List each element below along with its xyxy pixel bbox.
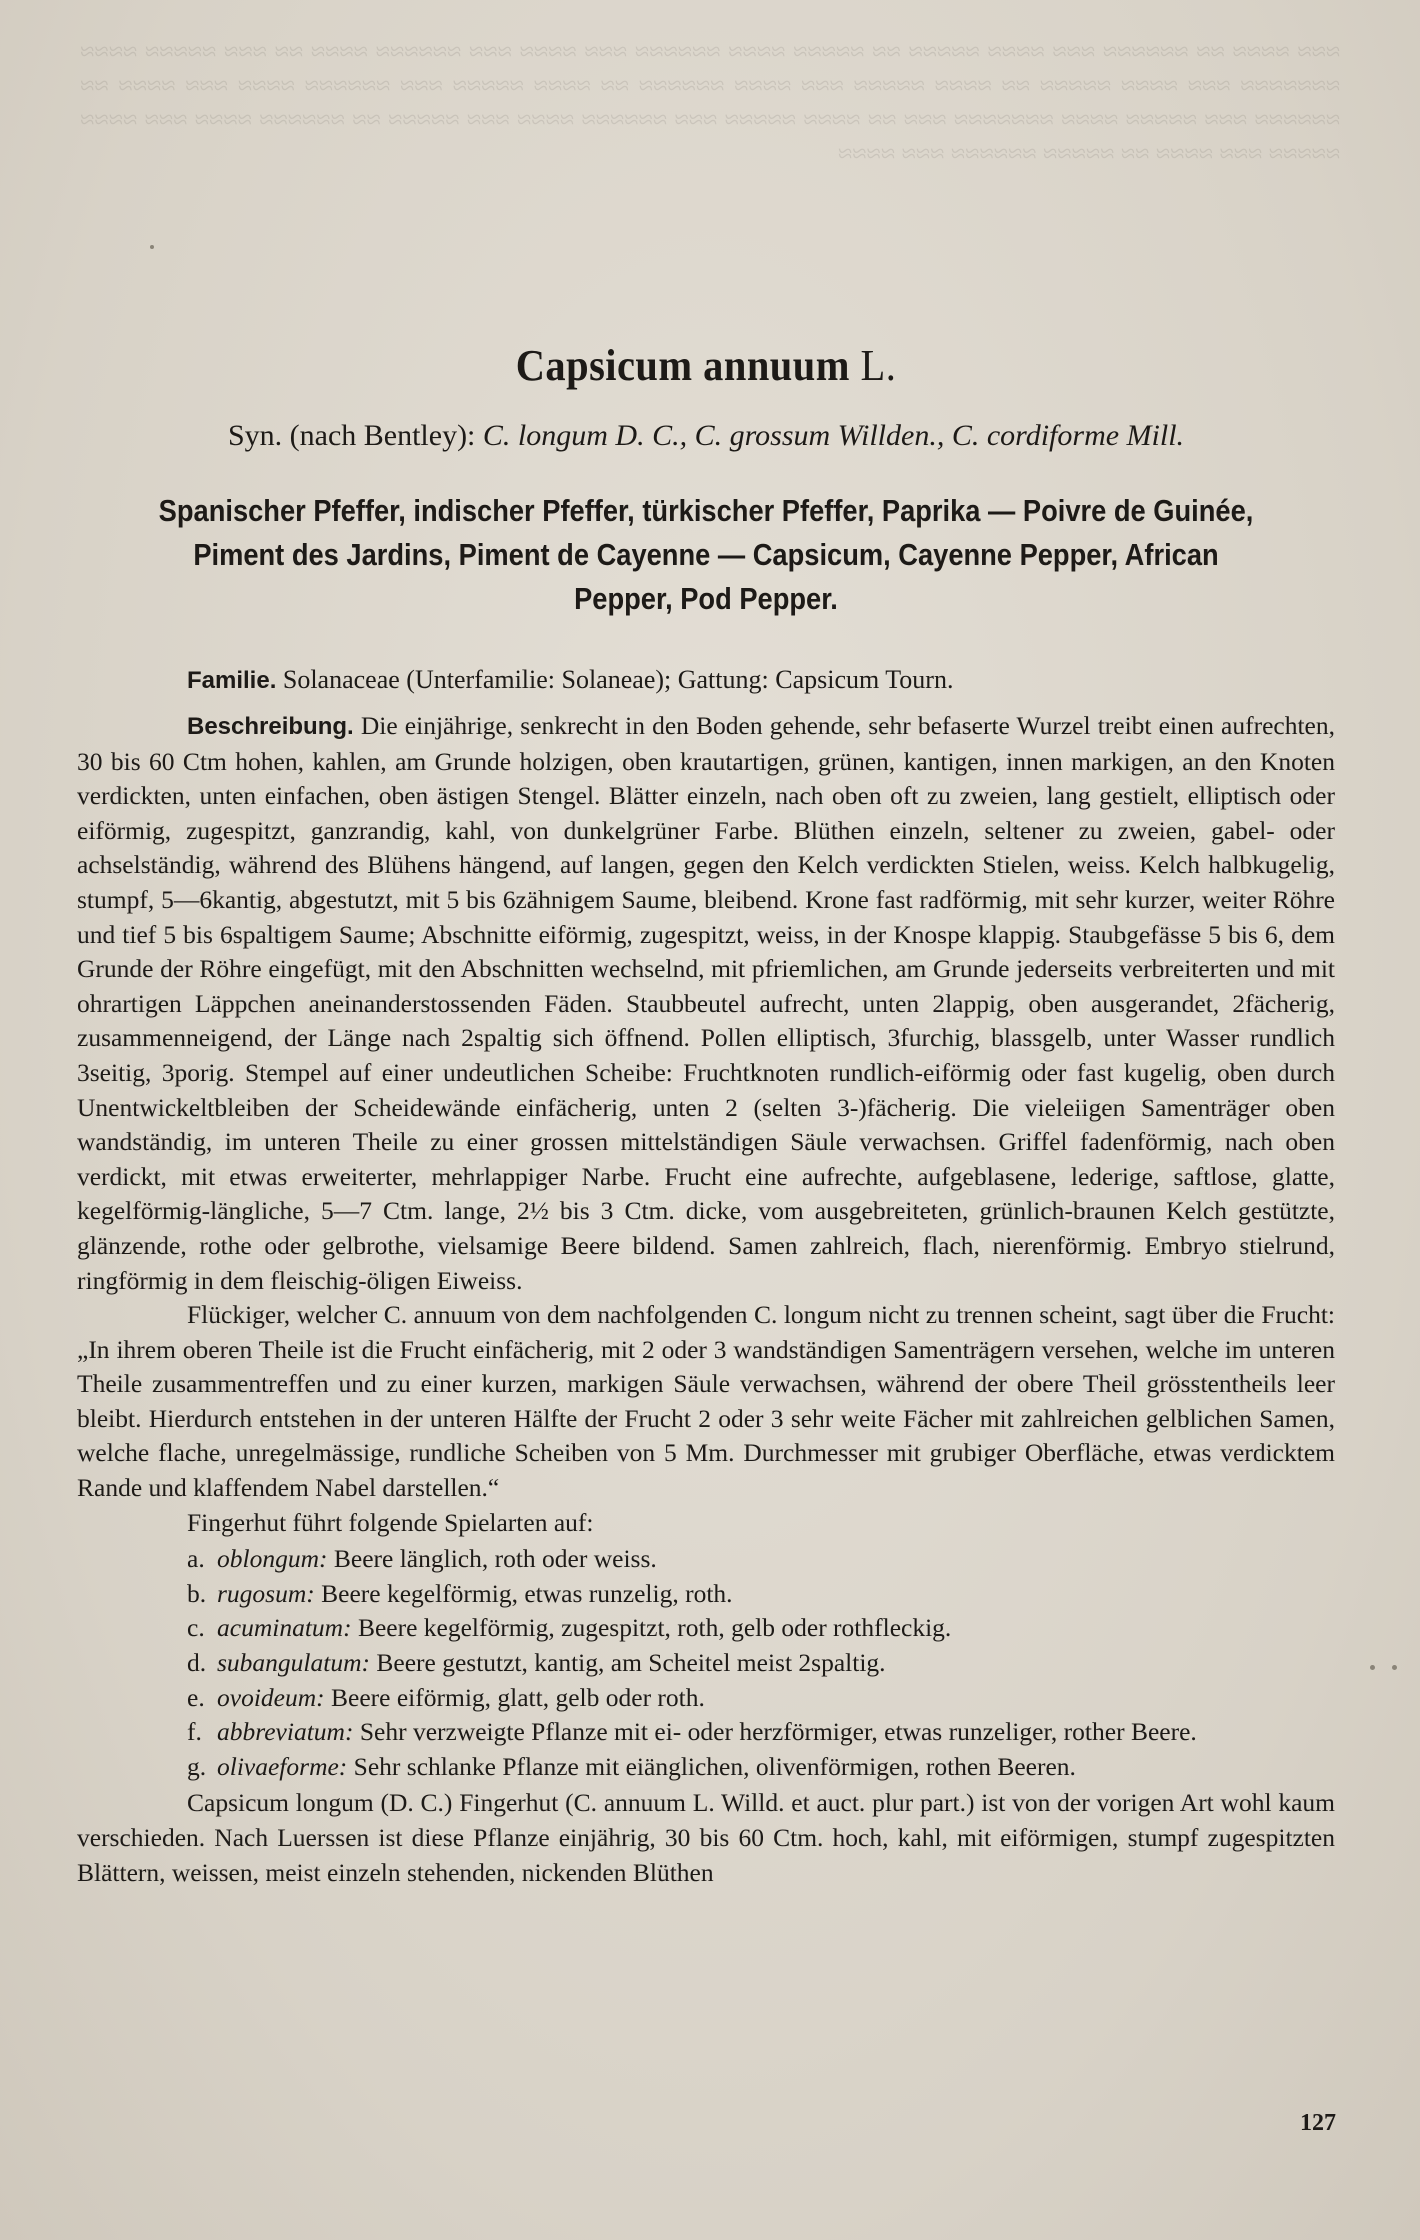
varieties-list [77, 1542, 1335, 1784]
variety-description: Beere kegelförmig, zugespitzt, roth, gelb oder rothfleckig. [357, 1613, 952, 1643]
variety-name: abbreviatum: [217, 1717, 354, 1747]
familie-text: Solanaceae (Unterfamilie: Solaneae); Gattung: Capsicum Tourn. [282, 665, 954, 694]
variety-item [187, 1646, 1335, 1681]
synonyms-text: C. longum D. C., C. grossum Willden., C. cordiforme Mill. [482, 419, 1185, 452]
title-species: Capsicum annuum [515, 341, 850, 390]
flueckiger-paragraph: Flückiger, welcher C. annuum von dem nachfolgenden C. longum nicht zu trennen scheint, sagt über die Frucht: „In ihrem oberen Theile ist die Frucht einfächerig, mit 2 oder 3 wandständigen Samenträgern versehen, welche im unteren Theile zusammentreffen und zu einer kurzen, markigen Säule verwachsen, während der obere Theil grösstentheils leer bleibt. Hierdurch entstehen in der unteren Hälfte der Frucht 2 oder 3 sehr weite Fächer mit zahlreichen gelblichen Samen, welche flache, unregelmässige, rundliche Scheiben von 5 Mm. Durchmesser mit grubiger Oberfläche, etwas verdicktem Rande und klaffendem Nabel darstellen.“ [77, 1300, 1335, 1503]
show-through-text [80, 35, 1340, 235]
variety-name: subangulatum: [217, 1648, 370, 1678]
scan-speck [1370, 1665, 1375, 1670]
variety-description: Beere kegelförmig, etwas runzelig, roth. [321, 1578, 733, 1608]
synonyms-line [77, 419, 1335, 453]
familie-label: Familie. [187, 667, 277, 694]
variety-name: olivaeforme: [217, 1751, 348, 1781]
variety-letter: e. [187, 1682, 205, 1712]
familie-line [77, 665, 1335, 695]
variety-description: Sehr schlanke Pflanze mit eiänglichen, olivenförmigen, rothen Beeren. [353, 1751, 1076, 1781]
scan-speck [1392, 1665, 1397, 1670]
variety-name: ovoideum: [217, 1682, 325, 1712]
synonyms-label: Syn. (nach Bentley): [227, 419, 476, 452]
variety-letter: b. [187, 1578, 207, 1608]
variety-item [187, 1611, 1335, 1646]
beschreibung-label: Beschreibung. [187, 713, 354, 740]
variety-letter: f. [187, 1717, 202, 1747]
varieties-intro: Fingerhut führt folgende Spielarten auf: [187, 1507, 594, 1537]
page-number: 127 [1300, 2110, 1336, 2136]
beschreibung-paragraph [77, 709, 1335, 1298]
variety-letter: g. [187, 1751, 207, 1781]
variety-description: Beere länglich, roth oder weiss. [333, 1544, 657, 1574]
beschreibung-text: Die einjährige, senkrecht in den Boden gehende, sehr befaserte Wurzel treibt einen aufrechten, 30 bis 60 Ctm hohen, kahlen, am Grunde holzigen, oben krautartigen, grünen, kantigen, innen markigen, an den Knoten verdickten, unten einfachen, oben ästigen Stengel. Blätter einzeln, nach oben oft zu zweien, lang gestielt, elliptisch oder eiförmig, zugespitzt, ganzrandig, kahl, von dunkelgrüner Farbe. Blüthen einzeln, seltener zu zweien, gabel- oder achselständig, während des Blühens hängend, auf langen, gegen den Kelch verdickten Stielen, weiss. Kelch halbkugelig, stumpf, 5—6kantig, abgestutzt, mit 5 bis 6zähnigem Saume, bleibend. Krone fast radförmig, mit sehr kurzer, weiter Röhre und tief 5 bis 6spaltigem Saume; Abschnitte eiförmig, zugespitzt, weiss, in der Knospe klappig. Staubgefässe 5 bis 6, dem Grunde der Röhre eingefügt, mit den Abschnitten wechselnd, mit pfriemlichen, am Grunde jederseits verbreiterten und mit ohrartigen Läppchen aneinanderstossenden Fäden. Staubbeutel aufrecht, unten 2lappig, oben ausgerandet, 2fächerig, zusammenneigend, der Länge nach 2spaltig sich öffnend. Pollen elliptisch, 3furchig, blassgelb, unter Wasser rundlich 3seitig, 3porig. Stempel auf einer undeutlichen Scheibe: Fruchtknoten rundlich-eiförmig oder fast kugelig, oben durch Unentwickeltbleiben der Scheidewände einfächerig, unten 2 (selten 3-)fächerig. Die vieleiigen Samenträger oben wandständig, im unteren Theile zu einer grossen mittelständigen Säule verwachsen. Griffel fadenförmig, nach oben verdickt, mit etwas erweiterter, mehrlappiger Narbe. Frucht eine aufrechte, aufgeblasene, lederige, saftlose, glatte, kegelförmig-längliche, 5—7 Ctm. lange, 2½ bis 3 Ctm. dicke, vom ausgebreiteten, grünlich-braunen Kelch gestützte, glänzende, rothe oder gelbrothe, vielsamige Beere bildend. Samen zahlreich, flach, nierenförmig. Embryo stielrund, ringförmig in dem fleischig-öligen Eiweiss. [77, 711, 1335, 1295]
variety-item [187, 1577, 1335, 1612]
show-through-lines: ≈≈≈ ≈≈≈≈ ≈≈ ≈≈≈≈≈≈ ≈≈≈ ≈≈≈≈ ≈≈≈≈≈ ≈≈ ≈≈≈≈≈ ≈≈≈≈ ≈≈≈≈≈≈ ≈≈≈ ≈≈≈≈ ≈≈≈ ≈≈≈≈≈≈ ≈≈≈≈ ≈≈ ≈≈≈ ≈≈≈≈≈ ≈≈≈≈ ≈≈≈≈≈≈≈ ≈≈≈ ≈≈≈≈ ≈≈≈≈≈ ≈≈ ≈≈≈≈ ≈≈≈≈≈ ≈≈≈ ≈≈≈≈ ≈≈≈≈≈≈ ≈≈ ≈≈≈≈ ≈≈≈≈≈ ≈≈≈ ≈≈≈≈≈≈ ≈≈≈≈ ≈≈≈ ≈≈≈≈ ≈≈ ≈≈≈≈≈≈ ≈≈≈ ≈≈≈≈≈ ≈≈≈≈ ≈≈≈≈≈≈≈ ≈≈≈ ≈≈ ≈≈≈≈ ≈≈≈≈≈ ≈≈≈ ≈≈≈≈≈≈ ≈≈≈≈ ≈≈≈ ≈≈≈≈≈ ≈≈ ≈≈≈≈≈≈ ≈≈≈≈ ≈≈≈ ≈≈≈≈ ≈≈≈≈≈ ≈≈≈ ≈≈≈≈ ≈≈ ≈≈≈≈≈ ≈≈≈≈≈≈ ≈≈≈ ≈≈≈≈ [80, 37, 1340, 168]
page-content [77, 340, 1335, 1890]
body-text [77, 709, 1335, 1890]
variety-name: acuminatum: [217, 1613, 352, 1643]
variety-name: oblongum: [217, 1544, 328, 1574]
variety-item [187, 1750, 1335, 1785]
page-title [127, 340, 1284, 391]
variety-name: rugosum: [217, 1578, 315, 1608]
common-names: Spanischer Pfeffer, indischer Pfeffer, türkischer Pfeffer, Paprika — Poivre de Guinée, Piment des Jardins, Piment de Cayenne — Capsicum, Cayenne Pepper, African Pepper, Pod Pepper. [158, 493, 1254, 616]
scan-speck [150, 245, 154, 249]
variety-item [187, 1542, 1335, 1577]
variety-description: Sehr verzweigte Pflanze mit ei- oder herzförmiger, etwas runzeliger, rother Beere. [359, 1717, 1197, 1747]
variety-letter: d. [187, 1648, 207, 1678]
variety-letter: a. [187, 1544, 205, 1574]
variety-item [187, 1715, 1335, 1750]
variety-description: Beere eiförmig, glatt, gelb oder roth. [331, 1682, 705, 1712]
variety-item [187, 1681, 1335, 1716]
variety-letter: c. [187, 1613, 205, 1643]
longum-paragraph: Capsicum longum (D. C.) Fingerhut (C. annuum L. Willd. et auct. plur part.) ist von der vorigen Art wohl kaum verschieden. Nach Luerssen ist diese Pflanze einjährig, 30 bis 60 Ctm. hoch, kahl, mit eiförmigen, stumpf zugespitzten Blättern, weissen, meist einzeln stehenden, nickenden Blüthen [77, 1788, 1335, 1887]
title-author: L. [860, 341, 897, 390]
variety-description: Beere gestutzt, kantig, am Scheitel meist 2spaltig. [376, 1648, 886, 1678]
